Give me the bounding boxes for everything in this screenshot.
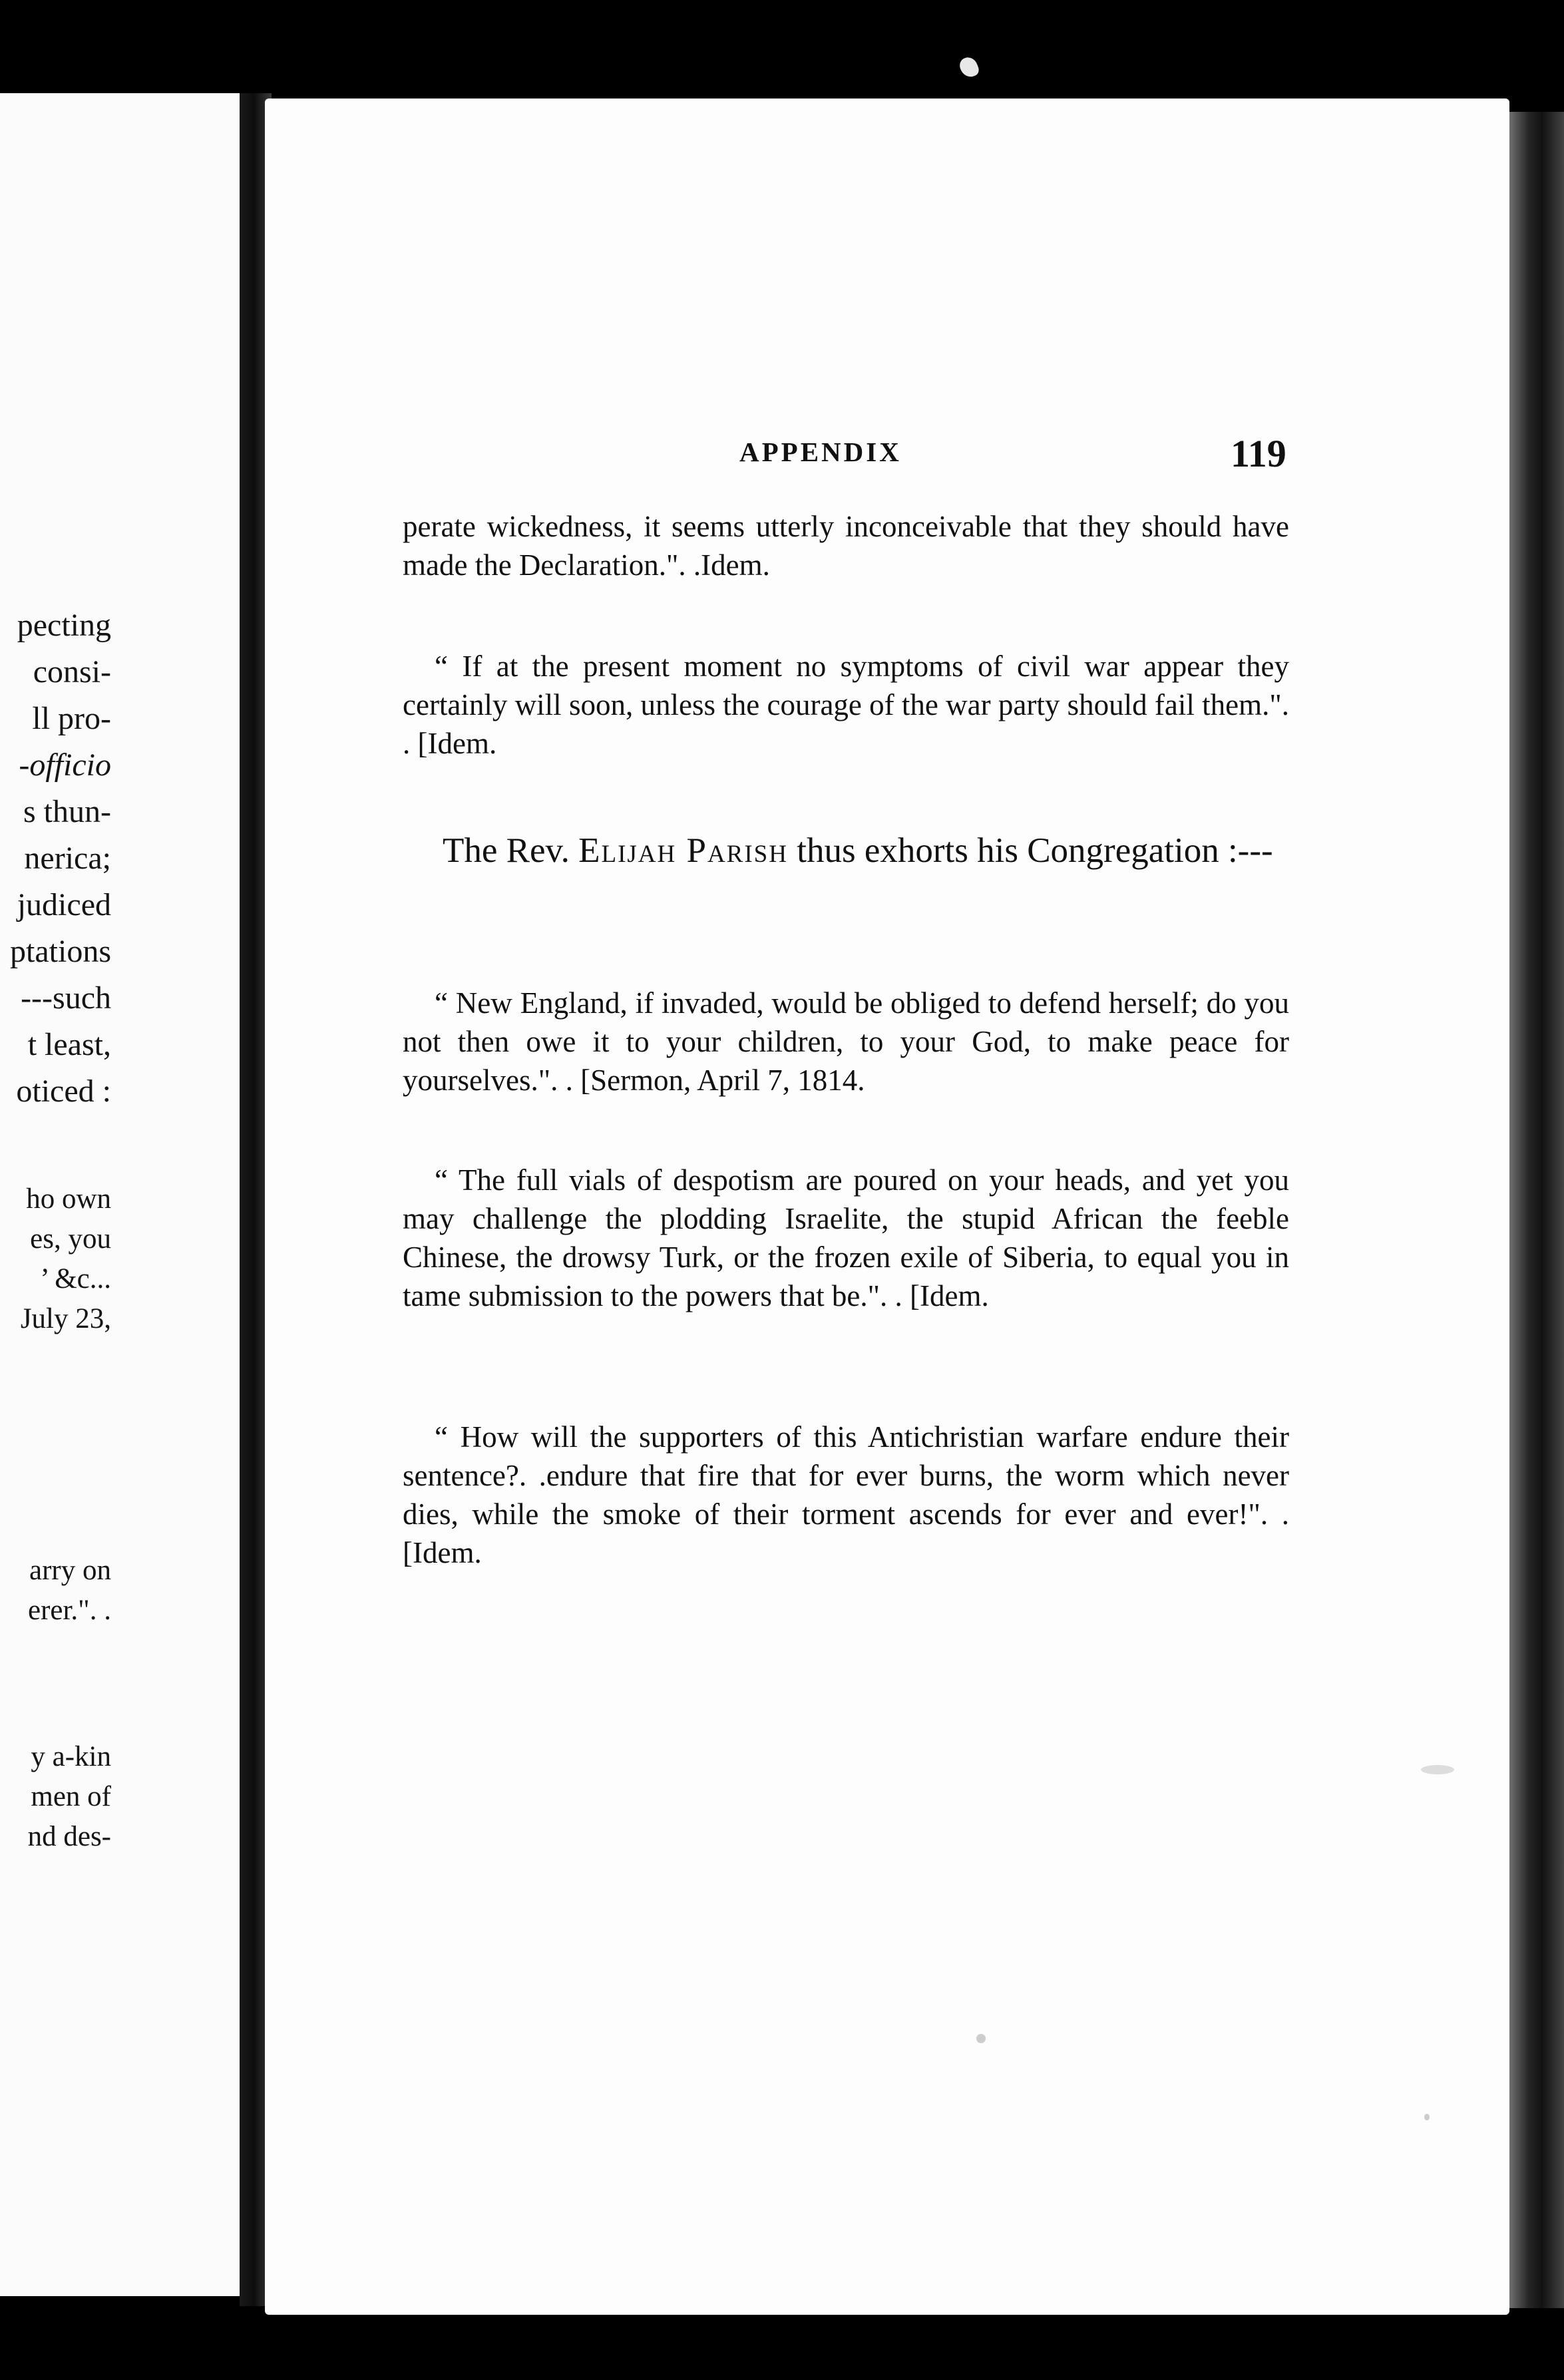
left-page-line: t least, xyxy=(27,1027,111,1062)
left-page-line: oticed : xyxy=(16,1074,111,1109)
left-page-line: ptations xyxy=(10,934,111,969)
left-page-line: ---such xyxy=(21,980,111,1016)
left-page-line: July 23, xyxy=(20,1303,111,1334)
paragraph-text: “ New England, if invaded, would be obliged to defend herself; do you not then owe it to your children, to your God, to make peace for yourselves.". . [Sermon, April 7, 1814. xyxy=(403,986,1289,1097)
paragraph-text: “ The full vials of despotism are poured on your heads, and yet you may challenge the plodding Israelite, the stupid African the feeble Chinese, the drowsy Turk, or the frozen exile of Siberia, to equal you in tame submission to the powers that be.". . [Idem. xyxy=(403,1163,1289,1312)
paragraph xyxy=(403,984,1289,1099)
paragraph xyxy=(403,647,1289,763)
paragraph-text: “ If at the present moment no symptoms of civil war appear they certainly will soon, unless the courage of the war party should fail them.". . [Idem. xyxy=(403,650,1289,760)
section-heading xyxy=(403,829,1289,872)
left-page-line: arry on xyxy=(29,1555,111,1586)
page-number: 119 xyxy=(1231,432,1286,475)
left-page-line: nd des- xyxy=(27,1821,111,1852)
left-page-line: -officio xyxy=(19,747,111,783)
left-page-line: men of xyxy=(31,1781,111,1812)
running-head: APPENDIX xyxy=(739,437,902,467)
paragraph-text: “ How will the supporters of this Antichristian warfare endure their sentence?. .endure that fire that for ever burns, the worm which never dies, while the smoke of their torment ascends for ever and ever!". . [Idem. xyxy=(403,1420,1289,1569)
left-page-line: ’ &c... xyxy=(40,1263,111,1294)
left-page-line: judiced xyxy=(17,887,111,922)
previous-page xyxy=(0,93,252,2296)
paragraph xyxy=(403,507,1289,584)
left-page-line: y a-kin xyxy=(31,1741,111,1772)
scan-speck xyxy=(1421,1765,1454,1774)
left-page-line: pecting xyxy=(17,608,111,643)
paragraph xyxy=(403,1161,1289,1315)
heading-suffix: thus exhorts his Congregation :--- xyxy=(797,831,1273,870)
paragraph xyxy=(403,1418,1289,1572)
left-page-line: ho own xyxy=(26,1183,111,1215)
scan-speck xyxy=(976,2034,986,2043)
left-page-line: consi- xyxy=(33,654,111,690)
scan-speck xyxy=(1424,2114,1430,2120)
heading-prefix: The Rev. xyxy=(443,831,570,870)
left-page-line: es, you xyxy=(30,1223,111,1255)
left-page-line: erer.". . xyxy=(28,1595,111,1626)
left-page-line: ll pro- xyxy=(32,701,111,736)
heading-name: Elijah Parish xyxy=(578,831,788,870)
left-page-line: nerica; xyxy=(24,841,111,876)
paragraph-text: perate wickedness, it seems utterly inconceivable that they should have made the Declaration.". .Idem. xyxy=(403,510,1289,582)
page-edge xyxy=(1509,112,1564,2308)
left-page-line: s thun- xyxy=(23,794,111,829)
